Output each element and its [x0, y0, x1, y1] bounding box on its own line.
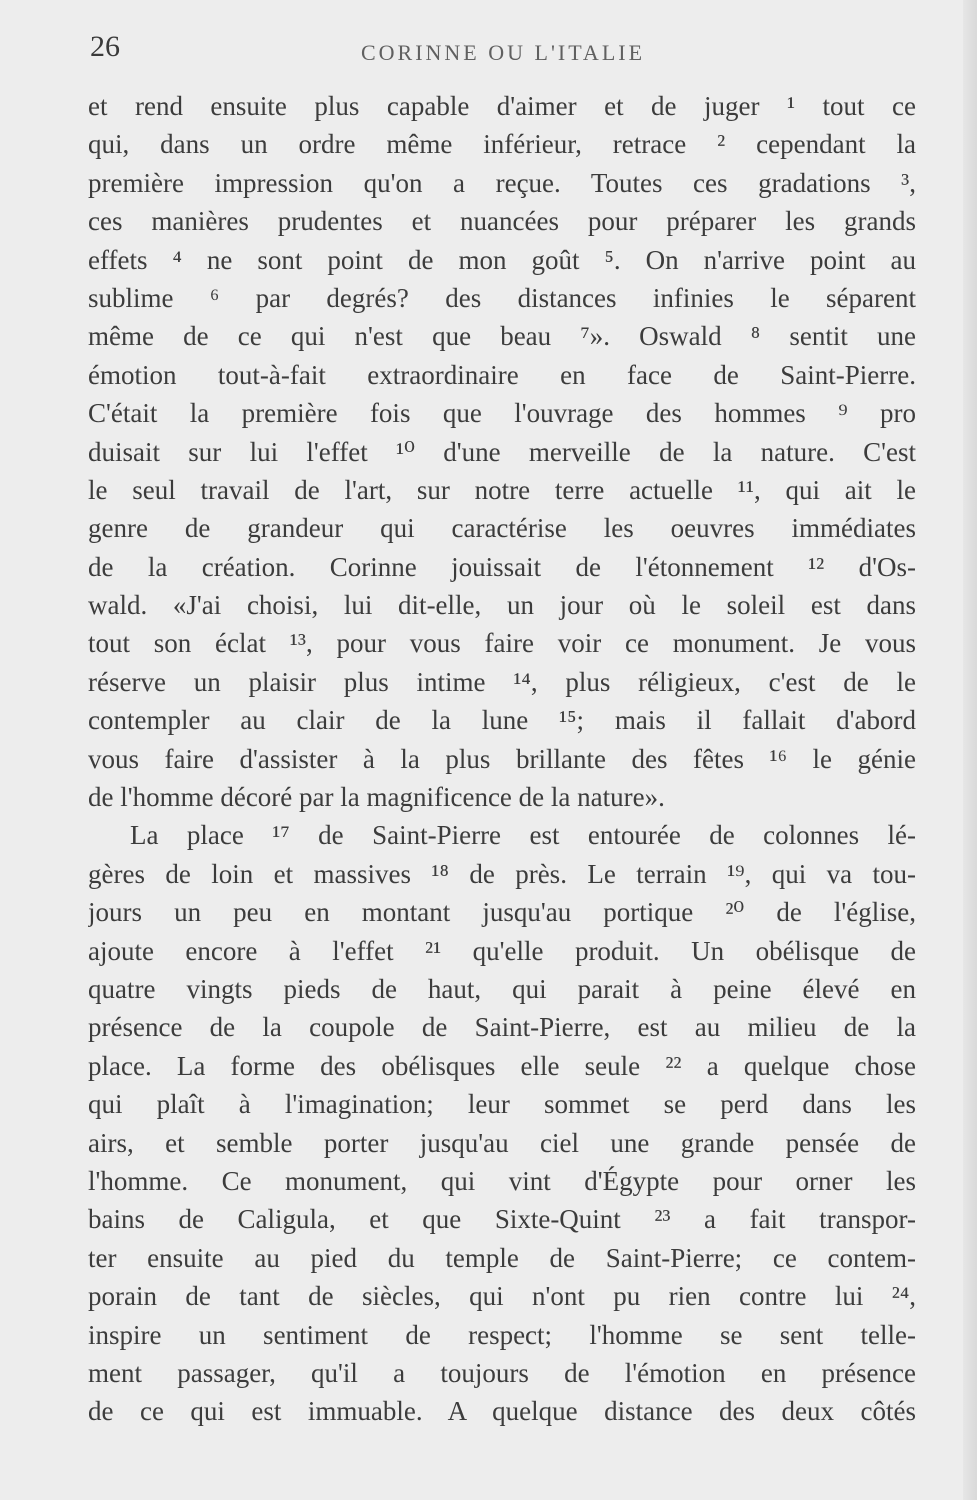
page-edge-shadow [963, 0, 977, 1500]
text-line: bains de Caligula, et que Sixte-Quint ²³ a fait transpor- [88, 1204, 916, 1235]
text-line: vous faire d'assister à la plus brillante des fêtes ¹⁶ le génie [88, 743, 916, 774]
text-line: contempler au clair de la lune ¹⁵; mais il fallait d'abord [88, 705, 916, 736]
text-line: quatre vingts pieds de haut, qui parait à peine élevé en [88, 973, 916, 1004]
text-line: ces manières prudentes et nuancées pour préparer les grands [88, 206, 916, 237]
text-line: effets ⁴ ne sont point de mon goût ⁵. On n'arrive point au [88, 244, 916, 275]
text-line: tout son éclat ¹³, pour vous faire voir ce monument. Je vous [88, 628, 916, 659]
text-line: ter ensuite au pied du temple de Saint-Pierre; ce contem- [88, 1242, 916, 1273]
text-line: même de ce qui n'est que beau ⁷». Oswald ⁸ sentit une [88, 321, 916, 352]
text-line: et rend ensuite plus capable d'aimer et de juger ¹ tout ce [88, 91, 916, 121]
text-line: genre de grandeur qui caractérise les oeuvres immédiates [88, 513, 916, 544]
text-line: inspire un sentiment de respect; l'homme se sent telle- [88, 1319, 916, 1350]
text-line: jours un peu en montant jusqu'au portique ²⁰ de l'église, [88, 897, 916, 928]
text-line: présence de la coupole de Saint-Pierre, est au milieu de la [88, 1012, 916, 1043]
text-line: de la création. Corinne jouissait de l'étonnement ¹² d'Os- [88, 551, 916, 582]
text-line: réserve un plaisir plus intime ¹⁴, plus réligieux, c'est de le [88, 666, 916, 697]
text-line: sublime ⁶ par degrés? des distances infinies le séparent [88, 282, 916, 313]
page-number: 26 [90, 30, 120, 63]
page-header [88, 30, 918, 70]
text-line: de l'homme décoré par la magnificence de la nature». [88, 782, 665, 813]
text-line: gères de loin et massives ¹⁸ de près. Le terrain ¹⁹, qui va tou- [88, 858, 916, 889]
text-line: qui, dans un ordre même inférieur, retrace ² cependant la [88, 129, 916, 160]
text-line: wald. «J'ai choisi, lui dit-elle, un jour où le soleil est dans [88, 590, 916, 621]
body-text [88, 87, 916, 1431]
text-line: place. La forme des obélisques elle seule ²² a quelque chose [88, 1050, 916, 1081]
text-line: émotion tout-à-fait extraordinaire en face de Saint-Pierre. [88, 359, 916, 390]
text-line: première impression qu'on a reçue. Toutes ces gradations ³, [88, 167, 916, 198]
text-line: airs, et semble porter jusqu'au ciel une grande pensée de [88, 1127, 916, 1158]
text-line: qui plaît à l'imagination; leur sommet se perd dans les [88, 1089, 916, 1120]
text-line: ment passager, qu'il a toujours de l'émotion en présence [88, 1357, 916, 1388]
running-title: CORINNE OU L'ITALIE [360, 40, 646, 65]
text-line: le seul travail de l'art, sur notre terre actuelle ¹¹, qui ait le [88, 474, 916, 505]
text-line: duisait sur lui l'effet ¹⁰ d'une merveille de la nature. C'est [88, 436, 916, 467]
text-line: C'était la première fois que l'ouvrage des hommes ⁹ pro [88, 398, 916, 429]
text-line: de ce qui est immuable. A quelque distance des deux côtés [88, 1396, 916, 1427]
text-line: l'homme. Ce monument, qui vint d'Égypte pour orner les [88, 1165, 916, 1196]
text-line: ajoute encore à l'effet ²¹ qu'elle produit. Un obélisque de [88, 935, 916, 966]
text-line: porain de tant de siècles, qui n'ont pu rien contre lui ²⁴, [88, 1281, 916, 1312]
text-line: La place ¹⁷ de Saint-Pierre est entourée de colonnes lé- [130, 820, 916, 851]
